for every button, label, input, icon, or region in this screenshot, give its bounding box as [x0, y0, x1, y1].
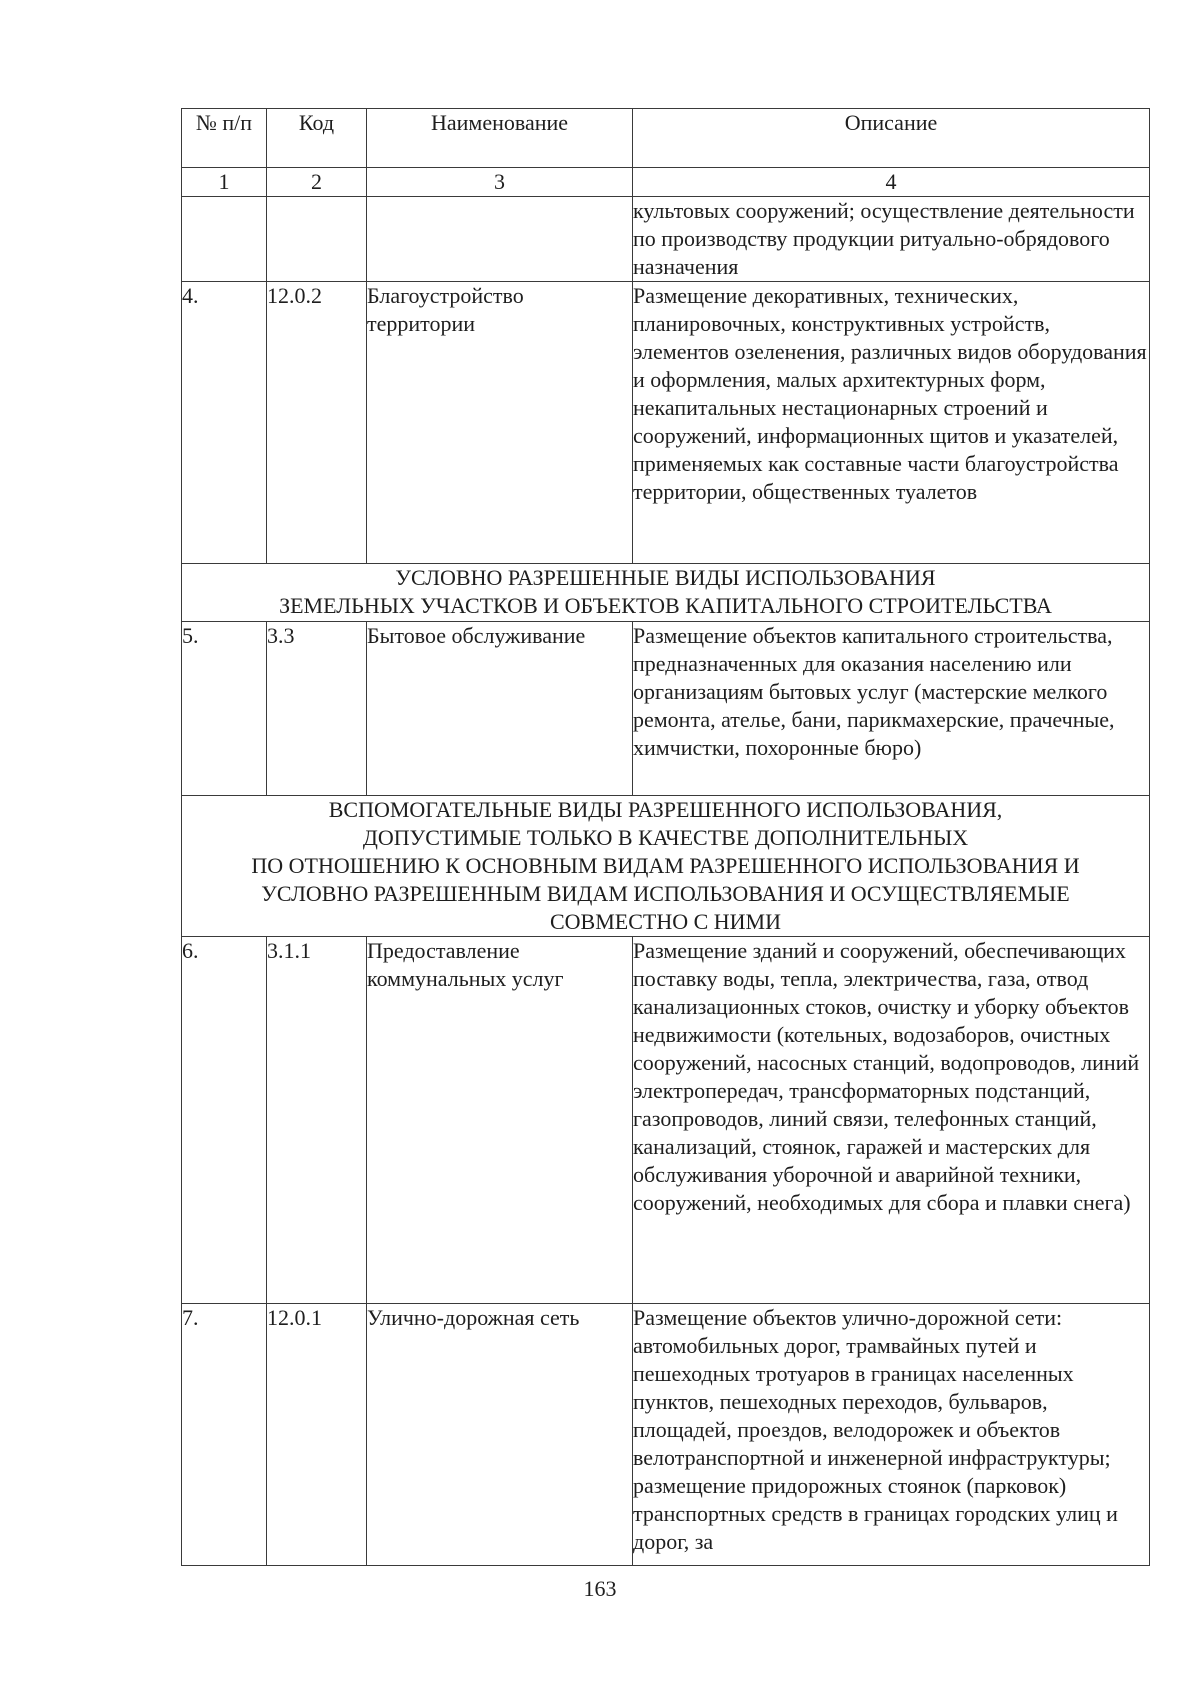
table-row [182, 622, 1150, 796]
section-heading-line: ПО ОТНОШЕНИЮ К ОСНОВНЫМ ВИДАМ РАЗРЕШЕННОГО ИСПОЛЬЗОВАНИЯ И [251, 853, 1080, 878]
row-number: 6. [182, 937, 267, 1304]
section-heading-line: ВСПОМОГАТЕЛЬНЫЕ ВИДЫ РАЗРЕШЕННОГО ИСПОЛЬЗОВАНИЯ, [328, 797, 1003, 822]
row-code: 3.1.1 [267, 937, 367, 1304]
row-description: Размещение декоративных, технических, планировочных, конструктивных устройств, элементов озеленения, различных видов оборудования и оформления, малых архитектурных форм, некапитальных нестационарных строений и сооружений, информационных щитов и указателей, применяемых как составные части благоустройства территории, общественных туалетов [633, 282, 1150, 564]
header-number-1: 1 [182, 168, 267, 197]
row-code: 3.3 [267, 622, 367, 796]
table-row [182, 937, 1150, 1304]
section-heading-line: УСЛОВНО РАЗРЕШЕННЫМ ВИДАМ ИСПОЛЬЗОВАНИЯ И ОСУЩЕСТВЛЯЕМЫЕ [261, 881, 1070, 906]
section-heading-line: УСЛОВНО РАЗРЕШЕННЫЕ ВИДЫ ИСПОЛЬЗОВАНИЯ [395, 565, 936, 590]
row-name: Благоустройство территории [367, 282, 633, 564]
row-code: 12.0.2 [267, 282, 367, 564]
section-heading-line: ЗЕМЕЛЬНЫХ УЧАСТКОВ И ОБЪЕКТОВ КАПИТАЛЬНОГО СТРОИТЕЛЬСТВА [279, 593, 1052, 618]
table-header-row [182, 109, 1150, 168]
row-number: 4. [182, 282, 267, 564]
header-number-4: 4 [633, 168, 1150, 197]
row-number: 5. [182, 622, 267, 796]
header-number-row [182, 168, 1150, 197]
row-description: культовых сооружений; осуществление деятельности по производству продукции ритуально-обрядового назначения [633, 197, 1150, 282]
row-number: 7. [182, 1304, 267, 1566]
land-use-table [181, 108, 1150, 1566]
header-num: № п/п [182, 109, 267, 168]
row-description: Размещение объектов капитального строительства, предназначенных для оказания населению или организациям бытовых услуг (мастерские мелкого ремонта, ателье, бани, парикмахерские, прачечные, химчистки, похоронные бюро) [633, 622, 1150, 796]
section-heading-line: ДОПУСТИМЫЕ ТОЛЬКО В КАЧЕСТВЕ ДОПОЛНИТЕЛЬНЫХ [362, 825, 969, 850]
header-code: Код [267, 109, 367, 168]
row-code: 12.0.1 [267, 1304, 367, 1566]
section-heading-line: СОВМЕСТНО С НИМИ [549, 909, 782, 934]
section-heading-row [182, 796, 1150, 937]
row-name: Бытовое обслуживание [367, 622, 633, 796]
table-row [182, 1304, 1150, 1566]
row-description: Размещение зданий и сооружений, обеспечивающих поставку воды, тепла, электричества, газа, отвод канализационных стоков, очистку и уборку объектов недвижимости (котельных, водозаборов, очистных сооружений, насосных станций, водопроводов, линий электропередач, трансформаторных подстанций, газопроводов, линий связи, телефонных станций, канализаций, стоянок, гаражей и мастерских для обслуживания уборочной и аварийной техники, сооружений, необходимых для сбора и плавки снега) [633, 937, 1150, 1304]
row-description: Размещение объектов улично-дорожной сети: автомобильных дорог, трамвайных путей и пешеходных тротуаров в границах населенных пунктов, пешеходных переходов, бульваров, площадей, проездов, велодорожек и объектов велотранспортной и инженерной инфраструктуры; размещение придорожных стоянок (парковок) транспортных средств в границах городских улиц и дорог, за [633, 1304, 1150, 1566]
table-row-continuation [182, 197, 1150, 282]
header-name: Наименование [367, 109, 633, 168]
header-number-3: 3 [367, 168, 633, 197]
row-name: Предоставление коммунальных услуг [367, 937, 633, 1304]
page-number: 163 [583, 1576, 617, 1601]
header-desc: Описание [633, 109, 1150, 168]
header-number-2: 2 [267, 168, 367, 197]
row-name: Улично-дорожная сеть [367, 1304, 633, 1566]
section-heading-row [182, 564, 1150, 622]
table-row [182, 282, 1150, 564]
